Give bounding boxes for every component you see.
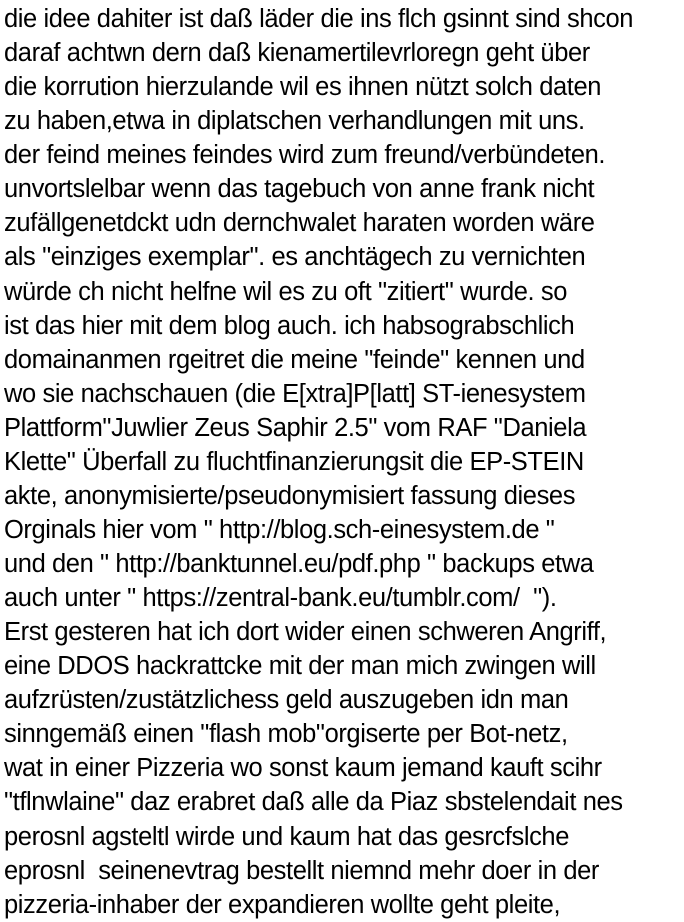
text-line: zufällgenetdckt udn dernchwalet haraten worden wäre [4, 209, 595, 238]
text-line: akte, anonymisierte/pseudonymisiert fassung dieses [4, 481, 576, 510]
text-line: eine DDOS hackrattcke mit der man mich zwingen will [4, 652, 596, 681]
text-line: der feind meines feindes wird zum freund/verbündeten. [4, 141, 606, 170]
text-line: Erst gesteren hat ich dort wider einen schweren Angriff, [4, 618, 607, 647]
text-line: Klette" Überfall zu fluchtfinanzierungsit die EP-STEIN [4, 447, 584, 476]
text-line: eprosnl seinenevtrag bestellt niemnd mehr doer in der [4, 856, 599, 885]
text-line: wo sie nachschauen (die E[xtra]P[latt] ST-ienesystem [4, 379, 586, 408]
text-line: "tflnwlaine" daz erabret daß alle da Piaz sbstelendait nes [4, 788, 623, 817]
text-line: die korrution hierzulande wil es ihnen nützt solch daten [4, 73, 602, 102]
text-line: ist das hier mit dem blog auch. ich habsograbschlich [4, 311, 575, 340]
text-line: daraf achtwn dern daß kienamertilevrloregn geht über [4, 39, 590, 68]
text-line: pizzeria-inhaber der expandieren wollte geht pleite, [4, 890, 561, 919]
text-line: aufzrüsten/zustätzlichess geld auszugeben idn man [4, 686, 569, 715]
text-line: domainanmen rgeitret die meine "feinde" kennen und [4, 345, 585, 374]
text-line: Plattform"Juwlier Zeus Saphir 2.5" vom RAF "Daniela [4, 413, 587, 442]
text-line: als "einziges exemplar". es anchtägech zu vernichten [4, 243, 586, 272]
text-line: auch unter " https://zentral-bank.eu/tumblr.com/ "). [4, 584, 557, 613]
text-line: die idee dahiter ist daß läder die ins flch gsinnt sind shcon [4, 5, 634, 33]
text-line: zu haben,etwa in diplatschen verhandlungen mit uns. [4, 107, 585, 136]
text-line: würde ch nicht helfne wil es zu oft "zitiert" wurde. so [4, 277, 568, 306]
text-line: und den " http://banktunnel.eu/pdf.php " backups etwa [4, 550, 594, 578]
text-line: perosnl agsteltl wirde und kaum hat das gesrcfslche [4, 822, 569, 851]
text-line: Orginals hier vom " http://blog.sch-einesystem.de " [4, 515, 555, 544]
text-line: unvortslelbar wenn das tagebuch von anne frank nicht [4, 175, 595, 204]
text-line: sinngemäß einen "flash mob"orgiserte per Bot-netz, [4, 720, 568, 749]
text-line: wat in einer Pizzeria wo sonst kaum jemand kauft scihr [4, 754, 602, 783]
